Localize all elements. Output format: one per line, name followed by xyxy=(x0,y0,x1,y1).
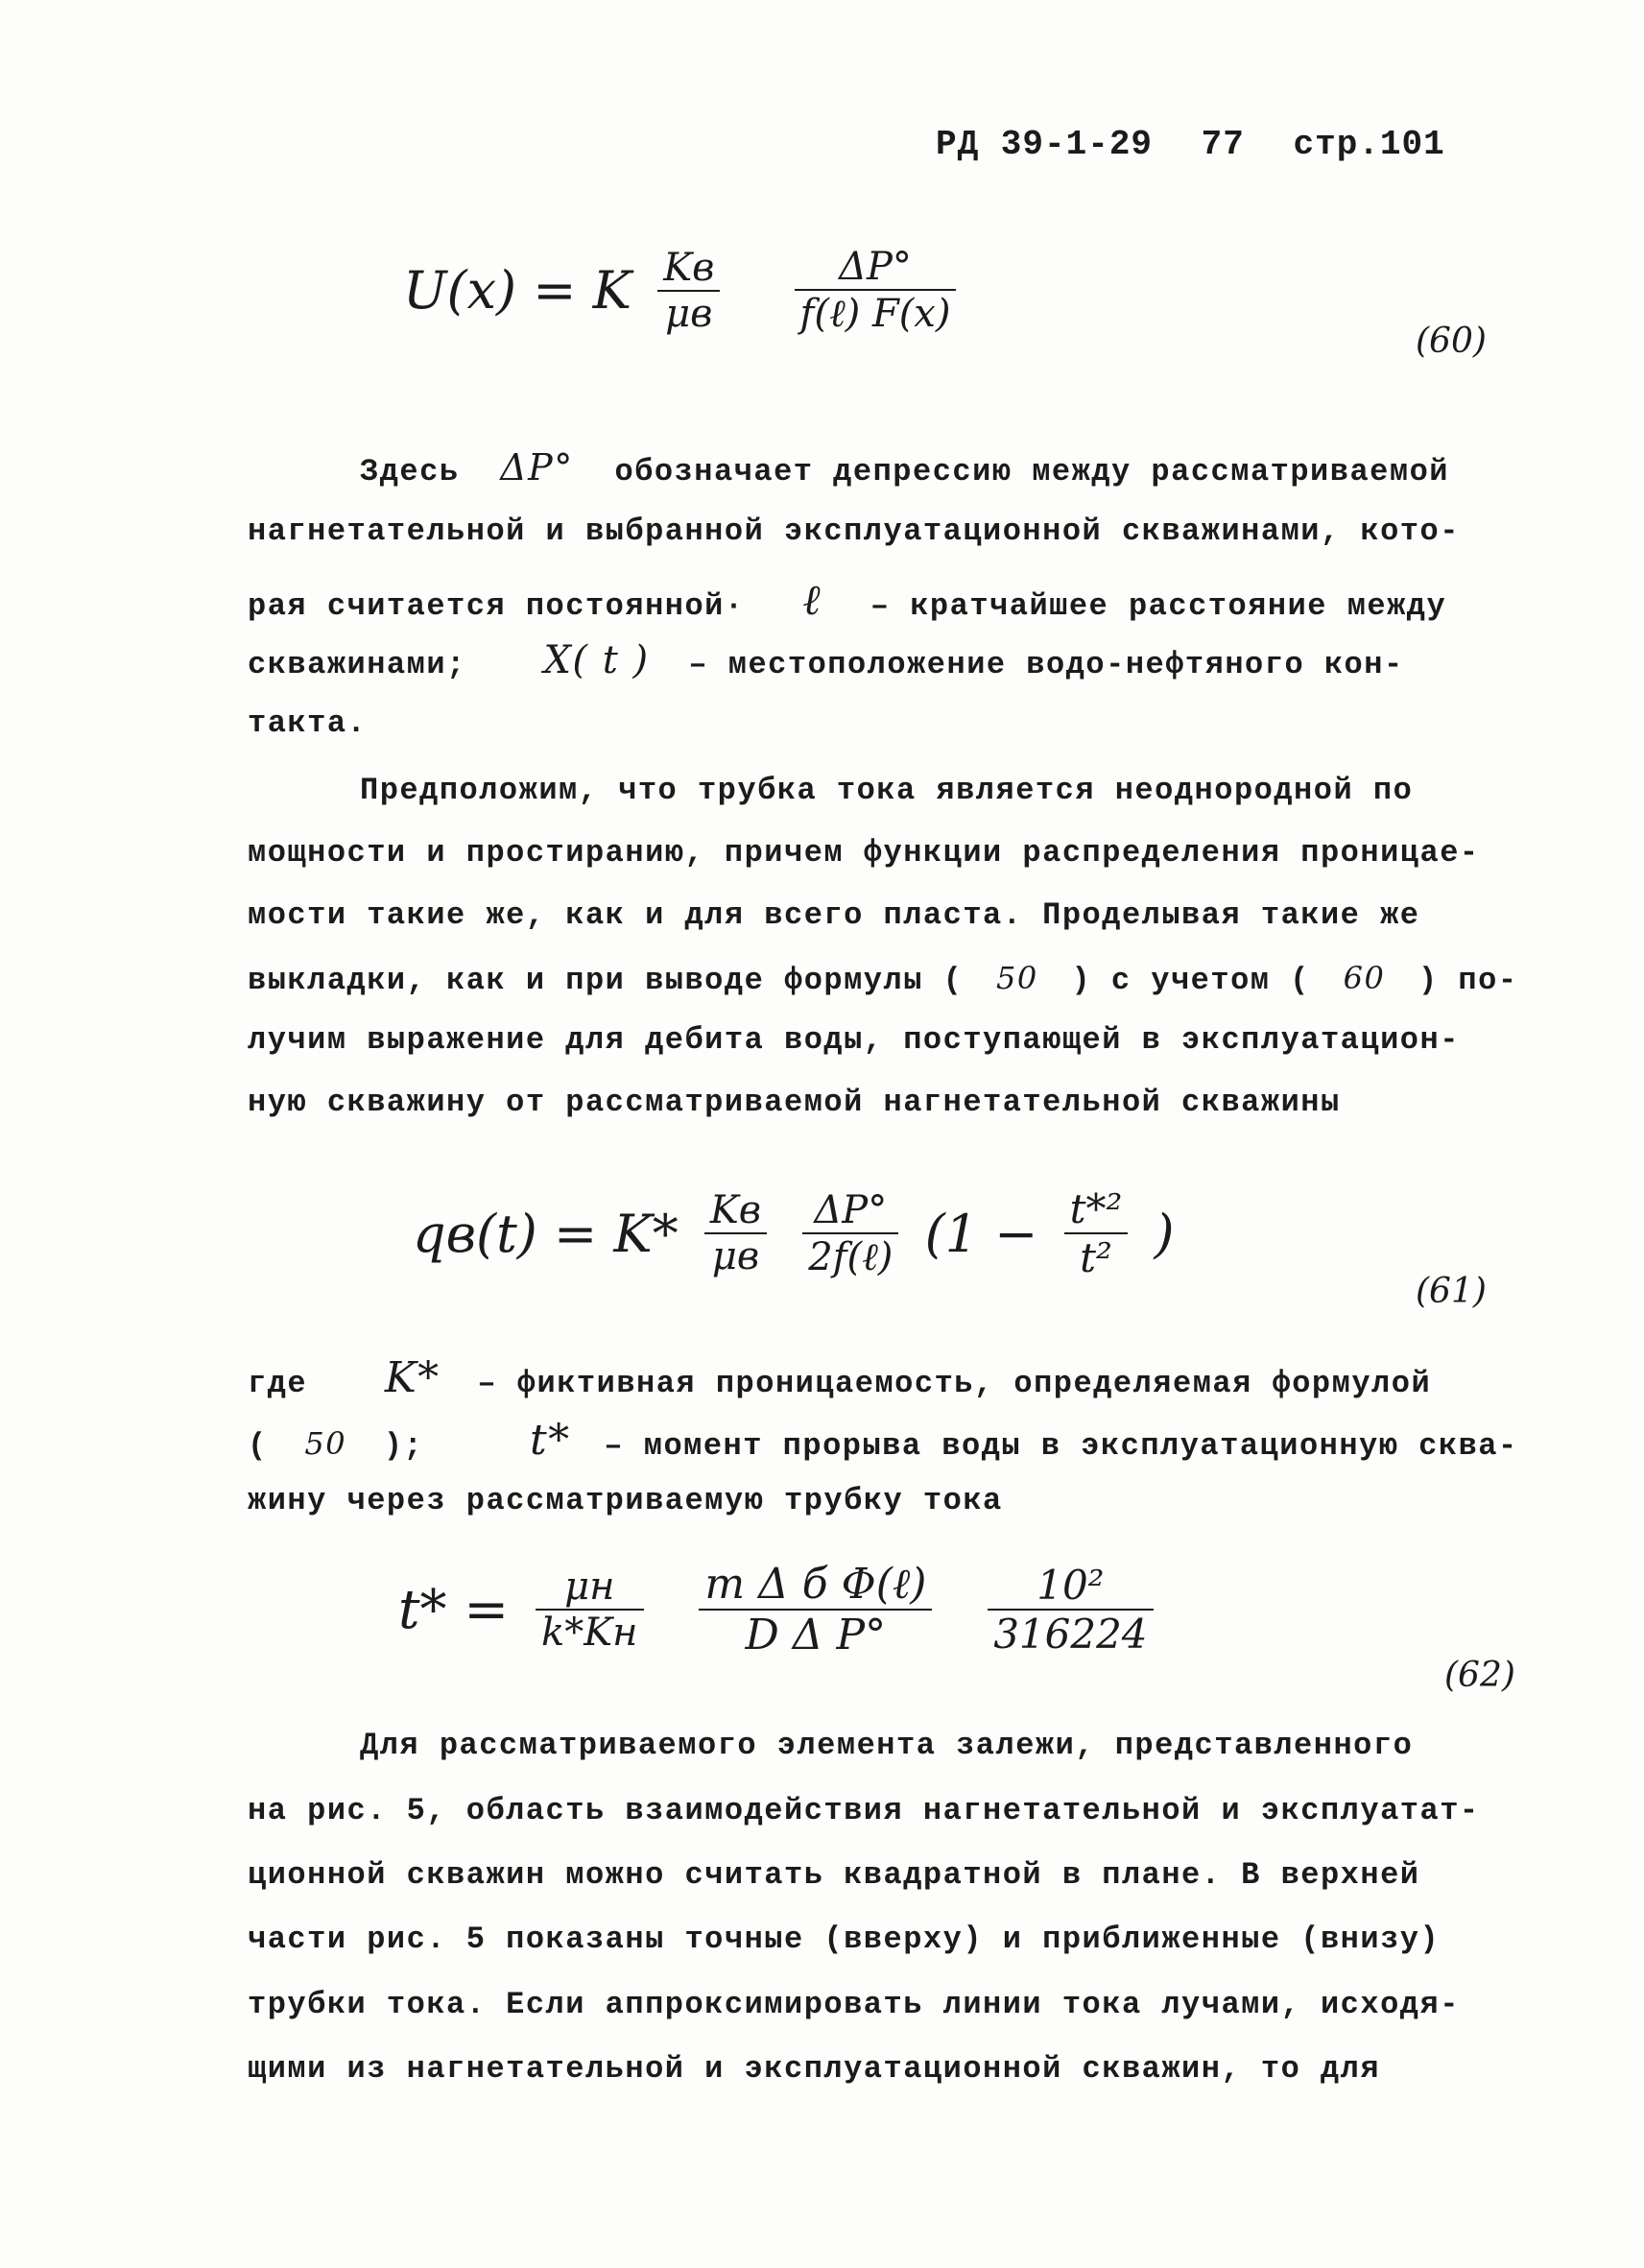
formula-61-frac2-num: ΔP° xyxy=(802,1188,898,1234)
equation-number-61: (61) xyxy=(1416,1272,1487,1311)
page-number: стр.101 xyxy=(1293,125,1445,164)
text-fragment: ) с учетом ( xyxy=(1071,963,1310,998)
paragraph-3-line-2 xyxy=(248,1416,1518,1465)
formula-62 xyxy=(398,1560,1163,1659)
doc-year: 77 xyxy=(1201,125,1245,164)
text-fragment: Здесь xyxy=(360,454,460,489)
formula-61-frac2-den: 2f(ℓ) xyxy=(808,1234,893,1279)
formula-61 xyxy=(413,1185,1175,1281)
formula-62-frac2 xyxy=(699,1560,932,1659)
equation-number-62: (62) xyxy=(1444,1656,1515,1695)
formula-62-lhs: t* = xyxy=(398,1578,510,1641)
paragraph-2-line-3: мости такие же, как и для всего пласта. Проделывая такие же xyxy=(248,897,1420,933)
formula-62-frac1-den: k*Kн xyxy=(541,1611,638,1655)
formula-ref-50: 50 xyxy=(996,960,1038,996)
formula-60-frac1-num: Kв xyxy=(657,246,720,292)
paragraph-2-line-5: лучим выражение для дебита воды, поступающей в эксплуатацион- xyxy=(248,1022,1460,1058)
formula-60-frac1 xyxy=(657,246,720,336)
formula-61-paren-open: (1 − xyxy=(924,1203,1038,1264)
formula-61-frac1-den: μв xyxy=(711,1234,760,1278)
formula-62-frac3-den: 316224 xyxy=(993,1611,1148,1658)
paragraph-2-line-4 xyxy=(248,960,1518,998)
text-fragment: – местоположение водо-нефтяного кон- xyxy=(688,647,1404,682)
equation-number-60: (60) xyxy=(1416,322,1487,361)
formula-61-frac1 xyxy=(704,1188,767,1278)
formula-61-lhs: qв(t) = K* xyxy=(413,1203,679,1264)
text-fragment: – момент прорыва воды в эксплуатационную сква- xyxy=(604,1428,1518,1464)
formula-ref-50: 50 xyxy=(304,1425,347,1462)
text-fragment: выкладки, как и при выводе формулы ( xyxy=(248,963,964,998)
paragraph-1-line-4 xyxy=(248,638,1404,682)
paragraph-1-line-5: такта. xyxy=(248,705,368,741)
symbol-k-star: K* xyxy=(384,1353,441,1402)
symbol-t-star: t* xyxy=(529,1416,571,1465)
text-fragment: ( xyxy=(248,1428,268,1464)
text-fragment: скважинами; xyxy=(248,647,466,682)
page-header xyxy=(936,125,1472,164)
text-fragment: – кратчайшее расстояние между xyxy=(870,588,1447,624)
formula-60-frac2 xyxy=(795,245,957,336)
text-fragment: ) по- xyxy=(1418,963,1518,998)
symbol-l: ℓ xyxy=(802,576,822,625)
paragraph-3-line-3: жину через рассматриваемую трубку тока xyxy=(248,1483,1003,1518)
formula-62-frac1 xyxy=(536,1564,643,1655)
formula-62-frac3 xyxy=(988,1562,1153,1658)
formula-60-frac2-den: f(ℓ) F(x) xyxy=(799,292,951,336)
text-fragment: обозначает депрессию между рассматриваемой xyxy=(614,454,1449,489)
paragraph-4-line-3: ционной скважин можно считать квадратной в плане. В верхней xyxy=(248,1857,1420,1893)
formula-61-paren-close: ) xyxy=(1154,1203,1175,1264)
text-fragment: где xyxy=(248,1366,308,1401)
formula-62-frac1-num: μн xyxy=(536,1564,643,1611)
formula-61-frac3 xyxy=(1064,1185,1129,1281)
formula-60-frac1-den: μв xyxy=(665,291,713,336)
paragraph-1-line-1 xyxy=(360,446,1449,489)
symbol-delta-p: ΔP° xyxy=(500,446,574,489)
paragraph-4-line-5: трубки тока. Если аппроксимировать линии тока лучами, исходя- xyxy=(248,1987,1460,2022)
text-fragment: ); xyxy=(383,1428,424,1464)
formula-62-frac2-num: m Δ б Φ(ℓ) xyxy=(699,1560,932,1611)
text-fragment: – фиктивная проницаемость, определяемая формулой xyxy=(477,1366,1432,1401)
formula-ref-60: 60 xyxy=(1343,960,1386,996)
paragraph-2-line-2: мощности и простиранию, причем функции распределения проницае- xyxy=(248,835,1480,871)
paragraph-2-line-6: ную скважину от рассматриваемой нагнетательной скважины xyxy=(248,1085,1341,1120)
paragraph-3-line-1 xyxy=(248,1353,1431,1402)
paragraph-4-line-6: щими из нагнетательной и эксплуатационной скважин, то для xyxy=(248,2051,1381,2087)
formula-61-frac1-num: Kв xyxy=(704,1188,767,1234)
text-fragment: рая считается постоянной· xyxy=(248,588,745,624)
paragraph-4-line-1: Для рассматриваемого элемента залежи, представленного xyxy=(360,1728,1414,1763)
formula-60-lhs: U(x) = K xyxy=(403,260,632,321)
formula-60 xyxy=(403,245,965,336)
formula-61-frac3-num: t*² xyxy=(1064,1185,1129,1234)
doc-code: РД 39-1-29 xyxy=(936,125,1154,164)
formula-60-frac2-num: ΔP° xyxy=(795,245,957,291)
paragraph-1-line-2: нагнетательной и выбранной эксплуатационной скважинами, кото- xyxy=(248,513,1460,549)
paragraph-1-line-3 xyxy=(248,576,1446,625)
symbol-x-of-t: X( t ) xyxy=(543,638,650,682)
paragraph-4-line-2: на рис. 5, область взаимодействия нагнетательной и эксплуатат- xyxy=(248,1793,1480,1828)
paragraph-4-line-4: части рис. 5 показаны точные (вверху) и приближенные (внизу) xyxy=(248,1922,1441,1957)
formula-61-frac2 xyxy=(802,1188,898,1279)
formula-62-frac2-den: D Δ P° xyxy=(745,1611,887,1659)
paragraph-2-line-1: Предположим, что трубка тока является неоднородной по xyxy=(360,773,1414,808)
formula-61-frac3-den: t² xyxy=(1080,1234,1112,1281)
formula-62-frac3-num: 10² xyxy=(988,1562,1153,1611)
